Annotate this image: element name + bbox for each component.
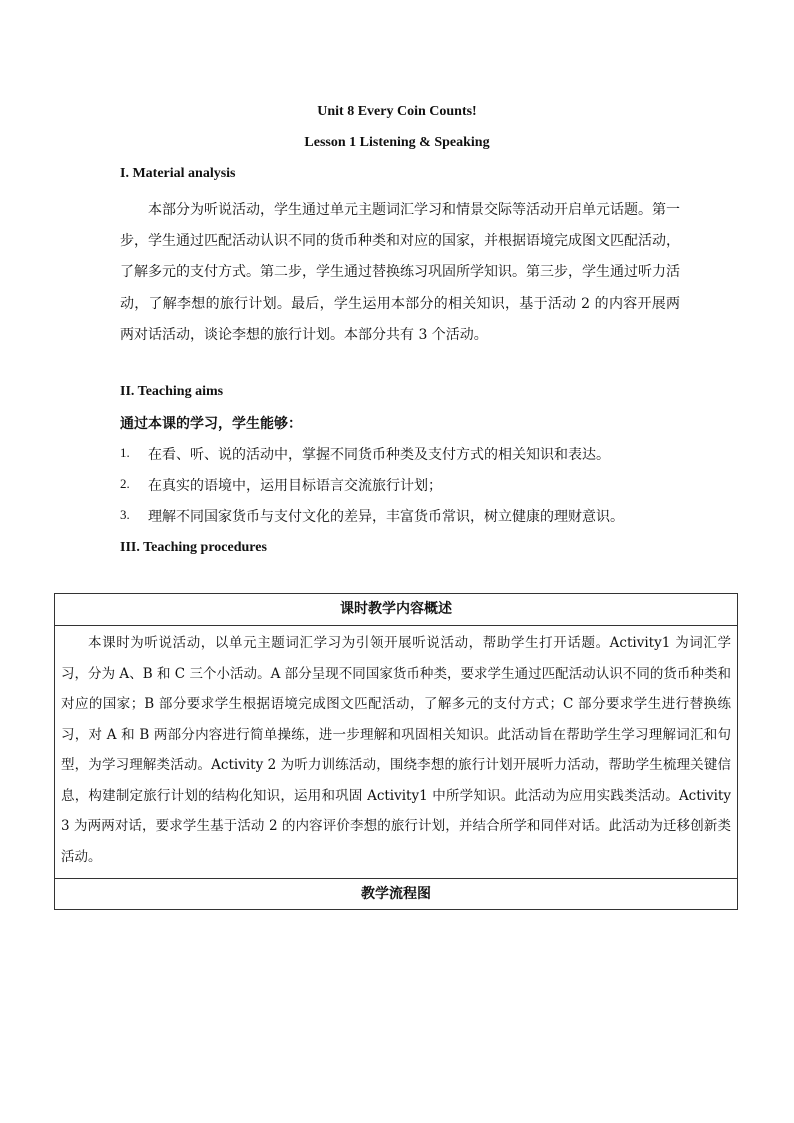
aim-text: 在真实的语境中，运用目标语言交流旅行计划； <box>148 478 442 494</box>
teaching-aims-intro: 通过本课的学习，学生能够： <box>120 416 302 432</box>
aim-number: 2. <box>120 476 130 491</box>
lesson-overview-table <box>54 593 738 910</box>
table-body-text: 本课时为听说活动，以单元主题词汇学习为引领开展听说活动，帮助学生打开话题。Activity1 为词汇学习，分为 A、B 和 C 三个小活动。A 部分呈现不同国家货币种类，要求学生通过匹配活动认识不同的货币种类和对应的国家；B 部分要求学生根据语境完成图文匹配活动，了解多元的支付方式；C 部分要求学生进行替换练习，对 A 和 B 两部分内容进行简单操练，进一步理解和巩固相关知识。此活动旨在帮助学生学习理解词汇和句型，为学习理解类活动。Activity 2 为听力训练活动，围绕李想的旅行计划开展听力活动，帮助学生梳理关键信息，构建制定旅行计划的结构化知识，运用和巩固 Activity1 中所学知识。此活动为应用实践类活动。Activity 3 为两两对话，要求学生基于活动 2 的内容评价李想的旅行计划，并结合所学和同伴对话。此活动为迁移创新类活动。 <box>55 626 737 879</box>
teaching-aims-list <box>120 444 700 537</box>
material-analysis-paragraph: 本部分为听说活动，学生通过单元主题词汇学习和情景交际等活动开启单元话题。第一步，学生通过匹配活动认识不同的货币种类和对应的国家，并根据语境完成图文匹配活动，了解多元的支付方式。第二步，学生通过替换练习巩固所学知识。第三步，学生通过听力活动，了解李想的旅行计划。最后，学生运用本部分的相关知识，基于活动 2 的内容开展两两对话活动，谈论李想的旅行计划。本部分共有 3 个活动。 <box>120 202 680 343</box>
teaching-procedures-heading: III. Teaching procedures <box>120 540 267 555</box>
unit-title: Unit 8 Every Coin Counts! <box>317 104 477 119</box>
teaching-aims-heading: II. Teaching aims <box>120 384 224 399</box>
aim-item <box>120 506 700 537</box>
aim-text: 在看、听、说的活动中，掌握不同货币种类及支付方式的相关知识和表达。 <box>148 447 610 463</box>
lesson-title: Lesson 1 Listening & Speaking <box>304 135 490 150</box>
aim-item <box>120 475 700 506</box>
material-analysis-heading: I. Material analysis <box>120 166 236 181</box>
aim-item <box>120 444 700 475</box>
aim-number: 1. <box>120 445 130 460</box>
aim-number: 3. <box>120 507 130 522</box>
aim-text: 理解不同国家货币与支付文化的差异，丰富货币常识，树立健康的理财意识。 <box>148 509 624 525</box>
table-footer: 教学流程图 <box>361 886 431 902</box>
table-header: 课时教学内容概述 <box>55 594 737 626</box>
